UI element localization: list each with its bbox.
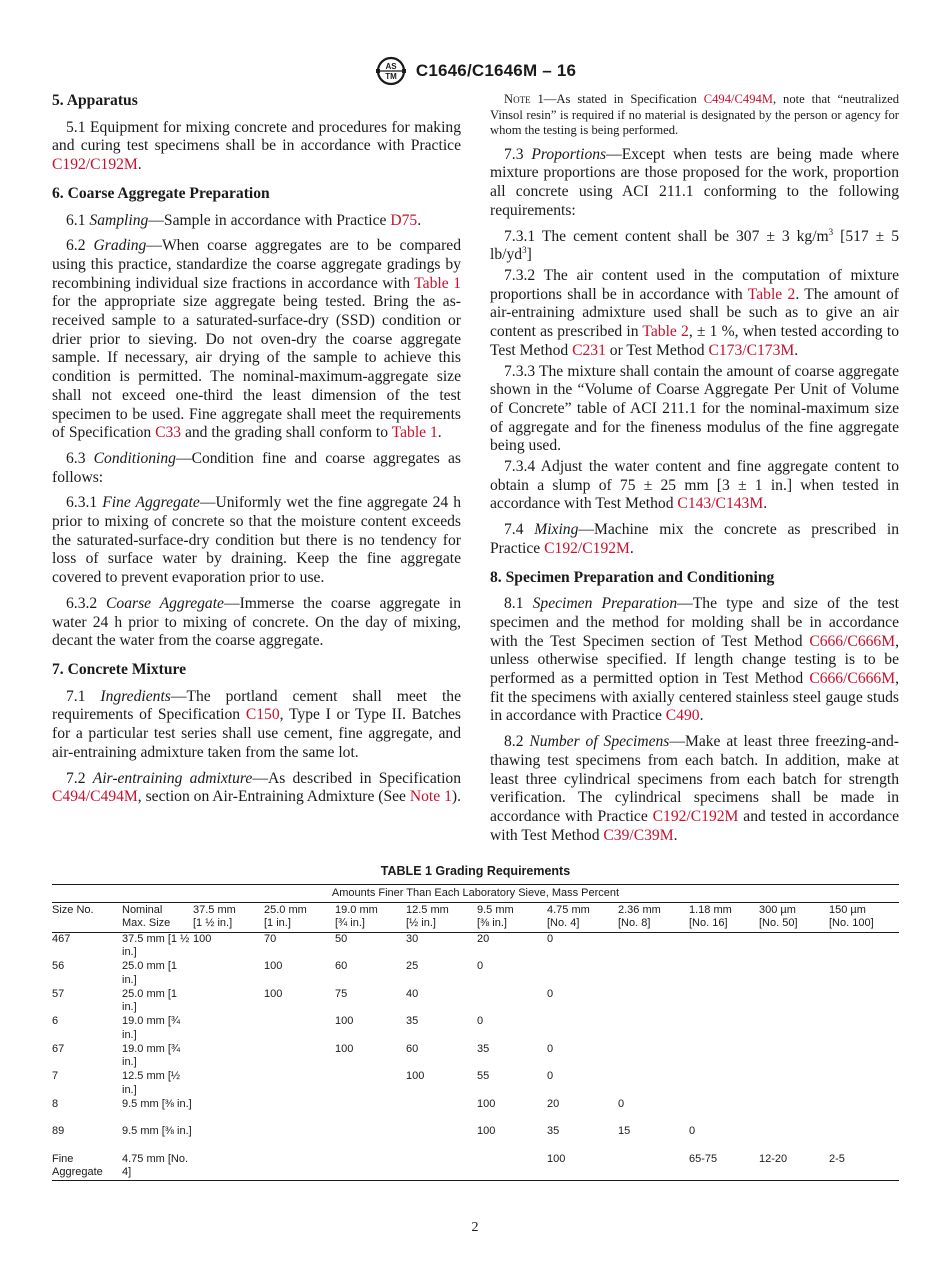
table-cell bbox=[406, 1098, 477, 1126]
link-c39[interactable]: C39/C39M bbox=[603, 826, 674, 844]
table-cell bbox=[193, 988, 264, 1016]
table-cell: 65-75 bbox=[689, 1153, 759, 1181]
table-cell bbox=[829, 932, 899, 960]
table-cell bbox=[264, 1098, 335, 1126]
table-cell bbox=[477, 988, 547, 1016]
link-c192[interactable]: C192/C192M bbox=[52, 156, 138, 174]
table-cell bbox=[264, 1015, 335, 1043]
table-cell: 60 bbox=[335, 960, 348, 973]
table-cell bbox=[759, 1015, 829, 1043]
para-8-1: 8.1 Specimen Preparation—The type and size of the test specimen and the method for molding shall be in accordance with the Test Specimen section of Test Method C666/C666M, unless otherwise specified. If length change testing is to be performed as a permitted option in Test Method C666/C666M, fit the specimens with axially centered stainless steel gauge studs in accordance with Practice C490. bbox=[490, 595, 900, 725]
para-7-3-3: 7.3.3 The mixture shall contain the amount of coarse aggregate shown in the “Volume of Coarse Aggregate Per Unit of Volume of Concrete” table of ACI 211.1 for the nominal-maximum size of aggregate and for the fineness modulus of the fine aggregate being used. bbox=[490, 362, 899, 455]
table-cell bbox=[193, 1098, 264, 1126]
table-cell: 100 bbox=[335, 1015, 354, 1028]
table-cell: 20 bbox=[477, 932, 490, 945]
link-table-1[interactable]: Table 1 bbox=[414, 274, 461, 292]
table-cell: 37.5 mm [1 ½ in.] bbox=[122, 932, 190, 959]
table-cell: 100 bbox=[477, 1097, 496, 1110]
para-7-3: 7.3 Proportions—Except when tests are being made where mixture proportions are those proposed for the work, proportion all concrete using ACI 211.1 conforming to the following requirements: bbox=[490, 145, 900, 219]
table-cell bbox=[689, 1043, 759, 1071]
table-cell bbox=[335, 1098, 406, 1126]
table-cell: 25 bbox=[406, 960, 419, 973]
table-cell: 100 bbox=[264, 987, 283, 1000]
column-header: Size No. bbox=[52, 902, 122, 932]
table-cell bbox=[829, 1070, 899, 1098]
table-cell: 100 bbox=[335, 1042, 354, 1055]
table-cell: 57 bbox=[52, 987, 65, 1000]
astm-logo-icon bbox=[374, 56, 408, 86]
table-cell bbox=[193, 1043, 264, 1071]
table-cell: 12.5 mm [½ in.] bbox=[122, 1070, 181, 1096]
column-header: 300 µm [No. 50] bbox=[759, 902, 829, 932]
link-c33[interactable]: C33 bbox=[155, 424, 182, 442]
table-cell: 100 bbox=[477, 1125, 496, 1138]
table-cell bbox=[759, 1098, 829, 1126]
table-cell bbox=[759, 988, 829, 1016]
table-cell bbox=[547, 1015, 618, 1043]
column-header: 25.0 mm [1 in.] bbox=[264, 902, 335, 932]
section-6-title: 6. Coarse Aggregate Preparation bbox=[52, 184, 270, 202]
table-cell bbox=[759, 932, 829, 960]
table-cell: 60 bbox=[406, 1042, 419, 1055]
table-cell: 70 bbox=[264, 932, 277, 945]
table-cell bbox=[618, 932, 689, 960]
column-header: 12.5 mm [½ in.] bbox=[406, 902, 477, 932]
table-cell: 56 bbox=[52, 960, 65, 973]
link-c192[interactable]: C192/C192M bbox=[652, 807, 739, 825]
table-row bbox=[52, 1070, 899, 1098]
table-cell: 100 bbox=[547, 1153, 618, 1181]
table-cell: 19.0 mm [¾ in.] bbox=[122, 1015, 181, 1041]
table-cell bbox=[335, 1153, 406, 1181]
table-cell: 12-20 bbox=[759, 1153, 829, 1181]
table-grid bbox=[52, 884, 899, 1181]
table-row bbox=[52, 1125, 899, 1153]
link-table-2[interactable]: Table 2 bbox=[642, 323, 689, 341]
table-cell: 0 bbox=[618, 1097, 625, 1110]
table-cell: Fine Aggregate bbox=[52, 1153, 122, 1181]
link-d75[interactable]: D75 bbox=[390, 211, 418, 229]
link-c231[interactable]: C231 bbox=[572, 341, 606, 359]
table-cell: 0 bbox=[547, 932, 554, 945]
para-6-3-1: 6.3.1 Fine Aggregate—Uniformly wet the fine aggregate 24 h prior to mixing of concrete so that the moisture content exceeds the saturated-surface-dry condition but there is no tendency for loss of surface water by draining. Keep the fine aggregate covered to prevent evaporation prior to use. bbox=[52, 494, 462, 587]
table-cell bbox=[264, 1153, 335, 1181]
table-cell bbox=[335, 1070, 406, 1098]
table-cell bbox=[193, 1070, 264, 1098]
table-row bbox=[52, 1098, 899, 1126]
link-c666[interactable]: C666/C666M bbox=[809, 670, 896, 688]
table-cell: 100 bbox=[193, 932, 212, 945]
table-cell: 67 bbox=[52, 1042, 65, 1055]
column-header: 150 µm [No. 100] bbox=[829, 902, 899, 932]
link-note-1[interactable]: Note 1 bbox=[409, 788, 452, 806]
link-c150[interactable]: C150 bbox=[245, 706, 280, 724]
table-cell bbox=[759, 1125, 829, 1153]
table-cell bbox=[689, 960, 759, 988]
table-cell: 75 bbox=[335, 987, 348, 1000]
svg-text:AS: AS bbox=[385, 62, 397, 71]
table-cell bbox=[689, 1098, 759, 1126]
table-cell bbox=[759, 960, 829, 988]
table-column-headers bbox=[52, 902, 899, 932]
link-c192[interactable]: C192/C192M bbox=[544, 539, 630, 557]
table-cell bbox=[689, 1070, 759, 1098]
link-c494[interactable]: C494/C494M bbox=[52, 788, 138, 806]
table-cell: 55 bbox=[477, 1070, 490, 1083]
table-cell: 30 bbox=[406, 932, 419, 945]
table-cell: 40 bbox=[406, 987, 419, 1000]
table-cell: 25.0 mm [1 in.] bbox=[122, 960, 178, 986]
table-cell bbox=[829, 1125, 899, 1153]
table-row bbox=[52, 1043, 899, 1071]
para-7-3-1: 7.3.1 The cement content shall be 307 ± 3 $kg/m^3$ [517 ± 5 $lb/yd^3$] bbox=[490, 226, 899, 264]
table-group-header: Amounts Finer Than Each Laboratory Sieve, Mass Percent bbox=[52, 885, 899, 903]
table-cell bbox=[829, 960, 899, 988]
section-8-title: 8. Specimen Preparation and Conditioning bbox=[490, 568, 775, 586]
table-cell bbox=[829, 1043, 899, 1071]
table-cell bbox=[264, 1070, 335, 1098]
table-cell bbox=[547, 960, 618, 988]
table-cell bbox=[689, 1015, 759, 1043]
column-header: 4.75 mm [No. 4] bbox=[547, 902, 618, 932]
table-cell: 2-5 bbox=[829, 1153, 899, 1181]
page-header bbox=[0, 56, 950, 91]
table-cell bbox=[618, 1043, 689, 1071]
table-cell bbox=[618, 1153, 689, 1181]
table-cell: 19.0 mm [¾ in.] bbox=[122, 1042, 181, 1069]
column-header: 2.36 mm [No. 8] bbox=[618, 902, 689, 932]
table-cell bbox=[618, 988, 689, 1016]
para-6-3: 6.3 Conditioning—Condition fine and coarse aggregates as follows: bbox=[52, 449, 461, 486]
link-c173[interactable]: C173/C173M bbox=[708, 341, 795, 359]
link-c666[interactable]: C666/C666M bbox=[809, 632, 896, 650]
table-cell: 35 bbox=[406, 1015, 419, 1028]
table-cell bbox=[618, 960, 689, 988]
table-cell: 0 bbox=[689, 1125, 696, 1138]
standard-designation: C1646/C1646M – 16 bbox=[415, 61, 577, 80]
table-cell: 0 bbox=[477, 1015, 484, 1028]
table-cell bbox=[477, 1153, 547, 1181]
note-1: Note 1—As stated in Specification C494/C494M, note that “neutralized Vinsol resin” is required if no material is designated by the person or agency for whom the testing is being performed. bbox=[490, 92, 899, 138]
table-cell bbox=[406, 1125, 477, 1153]
table-cell bbox=[406, 1153, 477, 1181]
table-cell: 20 bbox=[547, 1097, 560, 1110]
para-7-4: 7.4 Mixing—Machine mix the concrete as prescribed in Practice C192/C192M. bbox=[490, 521, 900, 557]
right-column bbox=[490, 92, 899, 852]
table-row bbox=[52, 932, 899, 960]
para-6-3-2: 6.3.2 Coarse Aggregate—Immerse the coarse aggregate in water 24 h prior to mixing of concrete. On the day of mixing, decant the water from the coarse aggregate. bbox=[52, 594, 461, 650]
table-cell: 467 bbox=[52, 932, 71, 945]
section-5-title: 5. Apparatus bbox=[52, 92, 138, 109]
column-header: 9.5 mm [⅜ in.] bbox=[477, 902, 547, 932]
table-cell bbox=[618, 1070, 689, 1098]
table-cell bbox=[264, 1043, 335, 1071]
link-table-1[interactable]: Table 1 bbox=[391, 424, 438, 442]
table-cell bbox=[759, 1070, 829, 1098]
table-cell bbox=[829, 1098, 899, 1126]
page-number: 2 bbox=[471, 1220, 479, 1235]
table-cell bbox=[759, 1043, 829, 1071]
table-cell bbox=[264, 1125, 335, 1153]
para-8-2: 8.2 Number of Specimens—Make at least three freezing-and-thawing test specimens from each batch. In addition, make at least three cylindrical specimens from each batch for strength verification. The cylindrical specimens shall be made in accordance with Practice C192/C192M and tested in accordance with Test Method C39/C39M. bbox=[490, 733, 900, 844]
table-cell: 25.0 mm [1 in.] bbox=[122, 987, 178, 1014]
para-7-3-4: 7.3.4 Adjust the water content and fine aggregate content to obtain a slump of 75 ± 25 mm [3 ± 1 in.] when tested in accordance with Test Method C143/C143M. bbox=[490, 458, 899, 513]
table-cell: 35 bbox=[547, 1125, 560, 1138]
para-6-2: 6.2 Grading—When coarse aggregates are to be compared using this practice, standardize the coarse aggregate gradings by recombining individual size fractions in accordance with Table 1 for the appropriate size aggregate being tested. Bring the as-received sample to a saturated-surface-dry (SSD) condition or drier prior to sieving. Do not oven-dry the coarse aggregate sample. If necessary, air drying of the sample to achieve this condition is permitted. The nominal-maximum-aggregate size shall not exceed one-third the least dimension of the test specimen to be used. Fine aggregate shall meet the requirements of Specification C33 and the grading shall conform to Table 1. bbox=[52, 237, 462, 442]
table-cell: 100 bbox=[406, 1070, 425, 1083]
para-7-2: 7.2 Air-entraining admixture—As described in Specification C494/C494M, section on Air-Entraining Admixture (See Note 1). bbox=[52, 769, 462, 806]
table-cell: 0 bbox=[547, 1070, 554, 1083]
table-cell: 9.5 mm [⅜ in.] bbox=[122, 1097, 192, 1110]
table-cell bbox=[689, 932, 759, 960]
para-5-1: 5.1 Equipment for mixing concrete and procedures for making and curing test specimens shall be in accordance with Practice C192/C192M. bbox=[52, 118, 461, 174]
grading-table bbox=[52, 864, 899, 1181]
table-cell: 4.75 mm [No. 4] bbox=[122, 1153, 193, 1181]
link-c143[interactable]: C143/C143M bbox=[677, 495, 764, 513]
table-cell: 50 bbox=[335, 932, 348, 945]
column-header: Nominal Max. Size bbox=[122, 902, 193, 932]
link-c490[interactable]: C490 bbox=[665, 707, 700, 725]
table-cell: 89 bbox=[52, 1125, 65, 1138]
table-cell bbox=[193, 1015, 264, 1043]
table-cell bbox=[193, 1125, 264, 1153]
table-cell: 0 bbox=[547, 987, 554, 1000]
column-header: 19.0 mm [¾ in.] bbox=[335, 902, 406, 932]
table-cell: 35 bbox=[477, 1042, 490, 1055]
table-title: TABLE 1 Grading Requirements bbox=[380, 864, 571, 878]
table-cell bbox=[689, 988, 759, 1016]
column-header: 37.5 mm [1 ½ in.] bbox=[193, 902, 264, 932]
table-cell: 6 bbox=[52, 1015, 59, 1028]
table-row bbox=[52, 1153, 899, 1181]
table-cell: 9.5 mm [⅜ in.] bbox=[122, 1125, 192, 1138]
link-c494[interactable]: C494/C494M bbox=[703, 92, 773, 106]
column-header: 1.18 mm [No. 16] bbox=[689, 902, 759, 932]
table-cell bbox=[618, 1015, 689, 1043]
para-7-3-2: 7.3.2 The air content used in the computation of mixture proportions shall be in accordance with Table 2. The amount of air-entraining admixture used shall be such as to give an air content as prescribed in Table 2, ± 1 %, when tested according to Test Method C231 or Test Method C173/C173M. bbox=[490, 267, 899, 359]
section-7-title: 7. Concrete Mixture bbox=[52, 660, 187, 678]
table-row bbox=[52, 1015, 899, 1043]
table-row bbox=[52, 960, 899, 988]
table-row bbox=[52, 988, 899, 1016]
table-cell: 100 bbox=[264, 960, 283, 973]
para-7-1: 7.1 Ingredients—The portland cement shall meet the requirements of Specification C150, Type I or Type II. Batches for a particular test series shall use cement, fine aggregate, and air-entraining admixture taken from the same lot. bbox=[52, 687, 462, 761]
table-cell bbox=[829, 1015, 899, 1043]
table-cell bbox=[335, 1125, 406, 1153]
table-cell: 7 bbox=[52, 1070, 59, 1083]
table-cell bbox=[829, 988, 899, 1016]
table-cell: 0 bbox=[477, 960, 484, 973]
table-cell: 15 bbox=[618, 1125, 631, 1138]
link-table-2[interactable]: Table 2 bbox=[747, 285, 796, 303]
para-6-1: 6.1 Sampling—Sample in accordance with Practice D75. bbox=[66, 211, 422, 229]
svg-text:TM: TM bbox=[385, 72, 397, 81]
table-body bbox=[52, 932, 899, 1181]
table-cell: 8 bbox=[52, 1097, 59, 1110]
table-cell bbox=[193, 1153, 264, 1181]
table-cell: 0 bbox=[547, 1042, 554, 1055]
table-cell bbox=[193, 960, 264, 988]
left-column bbox=[52, 92, 461, 814]
